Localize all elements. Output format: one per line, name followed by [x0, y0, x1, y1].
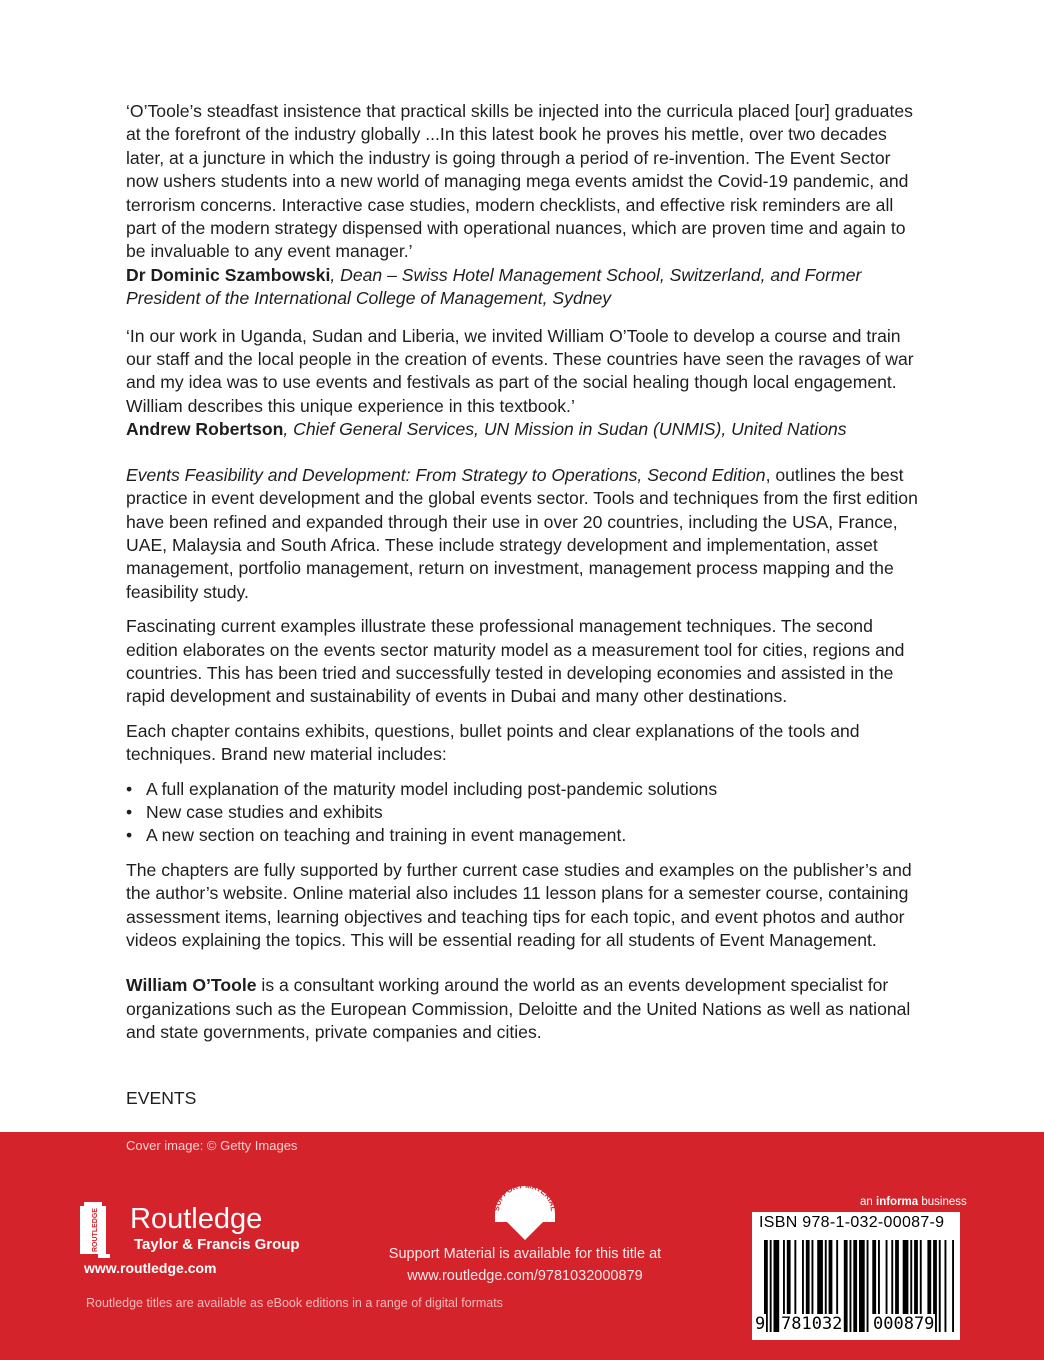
list-item: • A new section on teaching and training in event management. [126, 824, 926, 847]
description-paragraph-3: Each chapter contains exhibits, questions, bullet points and clear explanations of the tools and techniques. Brand new material includes: [126, 720, 860, 765]
cover-image-credit: Cover image: © Getty Images [126, 1138, 298, 1153]
barcode-digits [754, 1314, 958, 1336]
bullet-icon: • [126, 801, 133, 822]
author-name: William O’Toole [126, 975, 257, 996]
support-url[interactable]: www.routledge.com/9781032000879 [407, 1268, 643, 1284]
logo-vertical-text: ROUTLEDGE [92, 1208, 99, 1252]
author-bio-text: is a consultant working around the world as an events development specialist for organizations such as the European Commission, Deloitte and the United Nations as well as national and state governments, private companies and cities. [126, 975, 911, 1043]
publisher-group: Taylor & Francis Group [134, 1236, 300, 1253]
support-material [360, 1182, 690, 1286]
book-title: Events Feasibility and Development: From Strategy to Operations, Second Edition [126, 464, 766, 485]
publisher-name: Routledge [130, 1203, 263, 1235]
footer-band [0, 1132, 1044, 1360]
endorsement-2-role: , Chief General Services, UN Mission in Sudan (UNMIS), United Nations [283, 419, 847, 440]
bullet-icon: • [126, 778, 133, 799]
routledge-logo [80, 1202, 300, 1292]
endorsement-1 [126, 100, 926, 311]
barcode-digits-left: 781032 [781, 1314, 843, 1334]
support-text-line-1: Support Material is available for this title at [388, 1246, 662, 1262]
description-paragraph-4: The chapters are fully supported by further current case studies and examples on the publisher’s and the author’s website. Online material also includes 11 lesson plans for a semester course, containing assessment items, learning objectives and teaching tips for each topic, and event photos and author videos explaining the topics. This will be essential reading for all students of Event Management. [126, 859, 912, 950]
endorsement-2-author: Andrew Robertson [126, 419, 284, 440]
barcode-digit-first: 9 [755, 1314, 766, 1334]
list-item: • A full explanation of the maturity model including post-pandemic solutions [126, 778, 926, 801]
back-cover-text [126, 100, 926, 1067]
barcode-digits-right: 000879 [873, 1314, 935, 1334]
book-description [126, 464, 926, 953]
description-paragraph-1 [126, 464, 926, 604]
endorsement-1-text: ‘O’Toole’s steadfast insistence that practical skills be injected into the curricula placed [our] graduates at the forefront of the industry globally ...In this latest book he proves his mettle, over two decades later, at a juncture in which the industry is going through a period of re-invention. The Event Sector now ushers students into a new world of managing mega events amidst the Covid-19 pandemic, and terrorism concerns. Interactive case studies, modern checklists, and effective risk reminders are all part of the modern strategy dispensed with operational nuances, which are proven time and again to be invaluable to any event manager.’ [126, 101, 913, 262]
isbn-label: ISBN 978-1-032-00087-9 [759, 1214, 945, 1231]
support-material-download-icon [489, 1182, 561, 1242]
endorsement-1-author: Dr Dominic Szambowski [126, 264, 331, 285]
list-item: • New case studies and exhibits [126, 801, 926, 824]
description-paragraph-2: Fascinating current examples illustrate these professional management techniques. The second edition elaborates on the events sector maturity model as a measurement tool for cities, regions and countries. This has been tried and successfully tested in developing economies and assisted in the rapid development and sustainability of events in Dubai and many other destinations. [126, 616, 905, 707]
isbn-barcode [752, 1212, 960, 1340]
author-bio [126, 974, 926, 1044]
routledge-mark-icon [80, 1202, 110, 1258]
endorsement-2-text: ‘In our work in Uganda, Sudan and Liberia, we invited William O’Toole to develop a course and train our staff and the local people in the creation of events. These countries have seen the ravages of war and my idea was to use events and festivals as part of the social healing though local engagement. William describes this unique experience in this textbook.’ [126, 325, 914, 416]
description-p1-rest: , outlines the best practice in event development and the global events sector. Tools and techniques from the first edition have been refined and expanded through their use in over 20 countries, including the USA, France, UAE, Malaysia and South Africa. These include strategy development and implementation, asset management, portfolio management, return on investment, management process mapping and the feasibility study. [126, 464, 918, 602]
publisher-url[interactable]: www.routledge.com [84, 1260, 217, 1276]
endorsement-2 [126, 325, 926, 442]
ebook-note: Routledge titles are available as eBook editions in a range of digital formats [86, 1296, 503, 1310]
endorsement-1-role: , Dean – Swiss Hotel Management School, Switzerland, and Former President of the International College of Management, Sydney [126, 264, 862, 309]
informa-business-label: an informa business [860, 1196, 967, 1208]
new-material-list [126, 778, 926, 848]
bullet-icon: • [126, 825, 133, 846]
subject-category: EVENTS [126, 1088, 197, 1108]
support-badge-text: SUPPORT MATERIAL [491, 1182, 559, 1212]
